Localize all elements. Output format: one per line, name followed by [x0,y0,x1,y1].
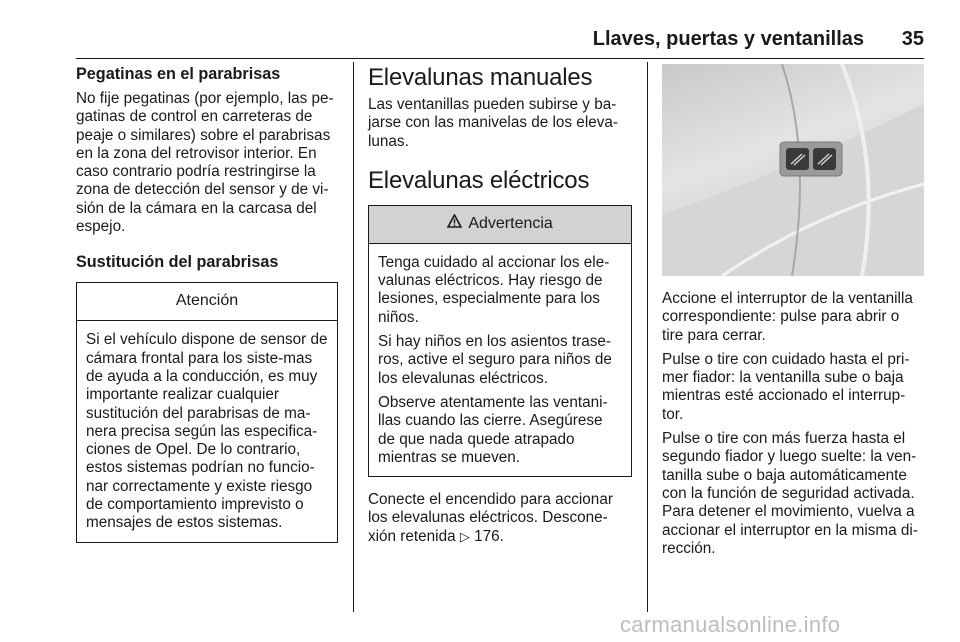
replacement-heading: Sustitución del parabrisas [76,253,279,272]
electric-windows-heading: Elevalunas eléctricos [368,166,590,194]
manual-windows-text: Las ventanillas pueden subirse y ba-jarse con las manivelas de los eleva-lunas. [368,96,618,150]
warning-box [368,205,632,477]
warning-paragraph: Si hay niños en los asientos trase-ros, active el seguro para niños de los elevalunas eléctricos. [378,333,612,387]
watermark: carmanualsonline.info [620,612,841,637]
column-right [662,64,924,564]
warning-paragraph: Observe atentamente las ventani-llas cuando las cierre. Asegúrese de que nada quede atrapado mientras se mueven. [378,393,608,466]
warning-header [369,206,631,244]
warning-triangle-icon [447,215,466,232]
header-rule [76,58,924,59]
stickers-text: No fije pegatinas (por ejemplo, las pe-gatinas de control en carreteras de peaje o similares) sobre el parabrisas en la zona del retrovisor interior. En caso contrario podría restringirse la zona de detección del sensor y de vi-sión de la cámara en la carcasa del espejo. [76,90,334,236]
manual-windows-heading: Elevalunas manuales [368,64,593,91]
column-divider [353,62,354,612]
switch-instruction: Pulse o tire con cuidado hasta el pri-mer fiador: la ventanilla sube o baja mientras esté accionado el interrup-tor. [662,350,910,423]
switch-instruction: Pulse o tire con más fuerza hasta el segundo fiador y luego suelte: la ven-tanilla sube o baja automáticamente con la función de seguridad activada. Para detener el movimiento, vuelva a accionar el interruptor en la misma di-rección. [662,430,918,557]
page-reference[interactable]: 176. [474,527,504,545]
chapter-title: Llaves, puertas y ventanillas [592,28,864,50]
column-left [76,64,338,557]
page-header [76,26,924,54]
window-switch-photo [662,64,924,276]
notice-box [76,282,338,542]
column-divider [647,62,648,612]
stickers-heading: Pegatinas en el parabrisas [76,65,281,83]
page-reference-arrow-icon: ▷ [459,528,470,544]
switch-instruction: Accione el interruptor de la ventanilla correspondiente: pulse para abrir o tire para cerrar. [662,290,913,344]
notice-text: Si el vehículo dispone de sensor de cámara frontal para los siste-mas de ayuda a la conducción, es muy importante realizar cualquier sustitución del parabrisas de ma-nera precisa según las especifica-ciones de Opel. De lo contrario, estos sistemas podrían no funcio-nar correctamente y existe riesgo de comportamiento imprevisto o mensajes de estos sistemas. [86,331,328,532]
page-number: 35 [901,28,924,50]
warning-title: Advertencia [468,214,553,232]
column-middle [368,64,632,552]
notice-title: Atención [77,283,337,321]
ignition-text: Conecte el encendido para accionar los elevalunas eléctricos. Descone-xión retenida ▷ 176. [368,491,613,545]
warning-paragraph: Tenga cuidado al accionar los ele-valunas eléctricos. Hay riesgo de lesiones, especialmente para los niños. [378,253,610,326]
